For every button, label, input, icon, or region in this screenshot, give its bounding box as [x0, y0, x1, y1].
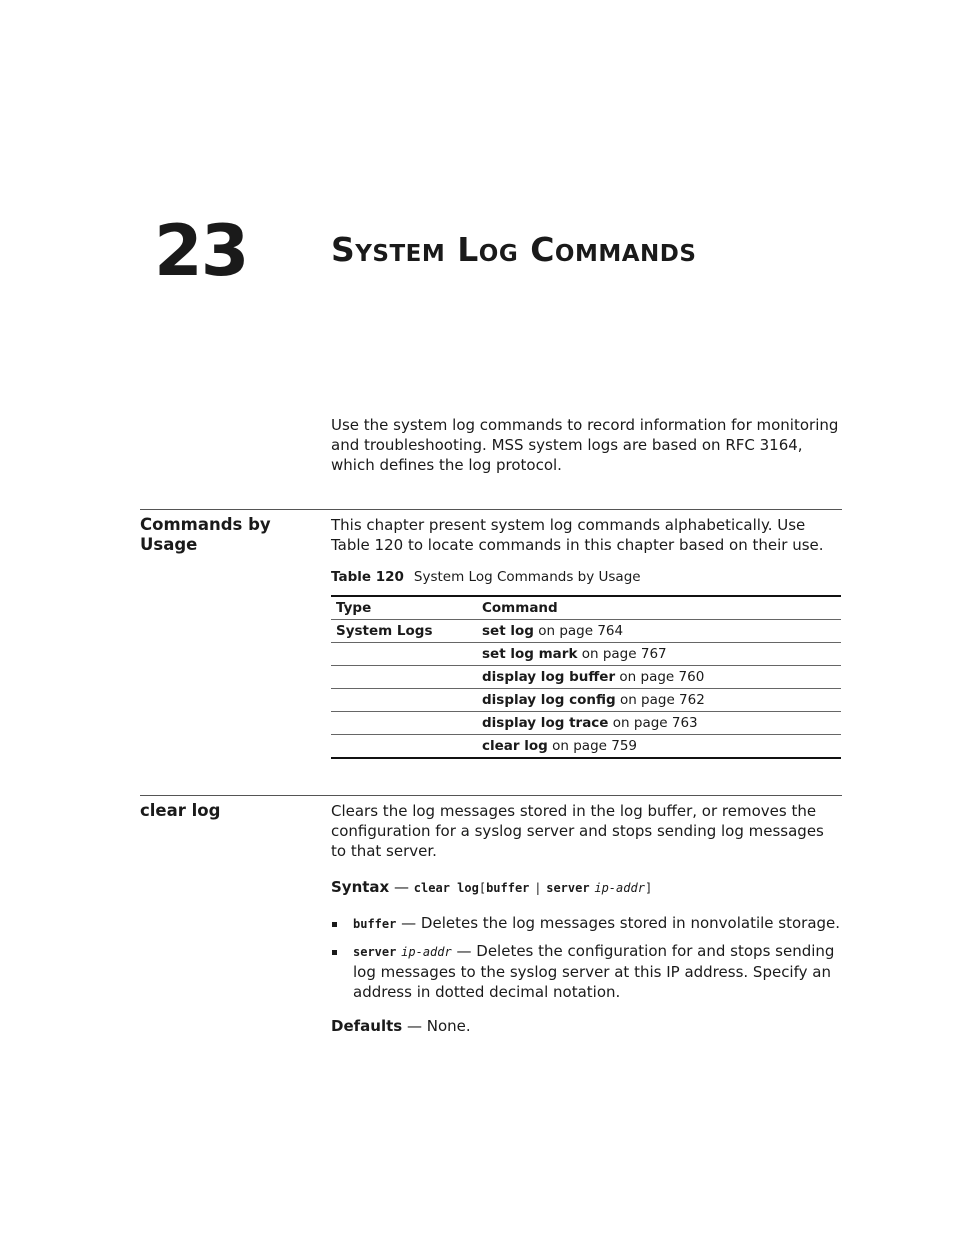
list-item: [331, 941, 843, 1002]
chapter-number: 23: [154, 210, 248, 292]
command-link[interactable]: display log trace: [482, 715, 609, 731]
page-ref: on page 760: [619, 669, 705, 685]
syntax-bracket-close: ]: [644, 881, 653, 895]
page-ref: on page 767: [581, 646, 667, 662]
usage-paragraph: This chapter present system log commands alphabetically. Use Table 120 to locate commands in this chapter based on their use.: [331, 516, 824, 554]
command-link[interactable]: set log mark: [482, 646, 578, 662]
option-list: [331, 913, 843, 1009]
row-command: [477, 643, 841, 666]
intro-paragraph: Use the system log commands to record information for monitoring and troubleshooting. MSS system logs are based on RFC 3164, which defines the log protocol.: [331, 416, 839, 474]
table-row: [331, 666, 841, 689]
syntax-dash: —: [394, 878, 410, 896]
page-ref: on page 764: [538, 623, 624, 639]
column-header-command: Command: [477, 596, 841, 620]
commands-table: [331, 595, 841, 759]
bullet-icon: [332, 950, 337, 955]
option-description: — Deletes the configuration for and stops sending log messages to the syslog server at this IP address. Specify an address in dotted decimal notation.: [353, 942, 835, 1001]
section-heading-commands-by-usage: Commands by Usage: [140, 515, 271, 554]
defaults-value: — None.: [406, 1017, 471, 1035]
table-row: [331, 620, 841, 643]
table-caption: [331, 569, 641, 585]
defaults-label: Defaults: [331, 1017, 403, 1035]
table-row: [331, 712, 841, 735]
table-title: System Log Commands by Usage: [413, 569, 641, 585]
row-command: [477, 666, 841, 689]
syntax-line: [331, 877, 652, 898]
column-header-type: Type: [331, 596, 477, 620]
command-link[interactable]: display log config: [482, 692, 616, 708]
row-command: [477, 712, 841, 735]
row-command: [477, 735, 841, 759]
page-ref: on page 763: [612, 715, 698, 731]
row-command: [477, 689, 841, 712]
page-ref: on page 762: [619, 692, 705, 708]
row-type: [331, 666, 477, 689]
option-description: — Deletes the log messages stored in nonvolatile storage.: [401, 914, 841, 932]
syntax-argument: ip-addr: [594, 881, 645, 895]
chapter-title: System Log Commands: [331, 230, 697, 269]
row-type: [331, 735, 477, 759]
section-divider: [140, 795, 842, 796]
syntax-separator: |: [534, 881, 542, 895]
row-type: [331, 643, 477, 666]
row-type: [331, 712, 477, 735]
syntax-label: Syntax: [331, 878, 390, 896]
table-label: Table 120: [331, 569, 404, 585]
command-link[interactable]: display log buffer: [482, 669, 616, 685]
list-item: [331, 913, 843, 934]
table-row: [331, 689, 841, 712]
defaults-line: [331, 1016, 471, 1036]
section-heading-clear-log: clear log: [140, 801, 221, 820]
syntax-option-server: server: [546, 881, 590, 895]
table-row: [331, 643, 841, 666]
command-link[interactable]: set log: [482, 623, 534, 639]
row-type: System Logs: [331, 620, 477, 643]
clear-log-description: Clears the log messages stored in the log buffer, or removes the configuration for a syslog server and stops sending log messages to that server.: [331, 802, 824, 860]
option-keyword: buffer: [353, 917, 397, 931]
section-divider: [140, 509, 842, 510]
row-command: [477, 620, 841, 643]
row-type: [331, 689, 477, 712]
table-row: [331, 735, 841, 759]
page-ref: on page 759: [552, 738, 638, 754]
syntax-command: clear log: [413, 881, 479, 895]
table-header-row: [331, 596, 841, 620]
syntax-bracket-open: [: [478, 881, 487, 895]
bullet-icon: [332, 922, 337, 927]
option-argument: ip-addr: [401, 945, 452, 959]
option-keyword: server: [353, 945, 397, 959]
command-link[interactable]: clear log: [482, 738, 548, 754]
syntax-option-buffer: buffer: [486, 881, 530, 895]
